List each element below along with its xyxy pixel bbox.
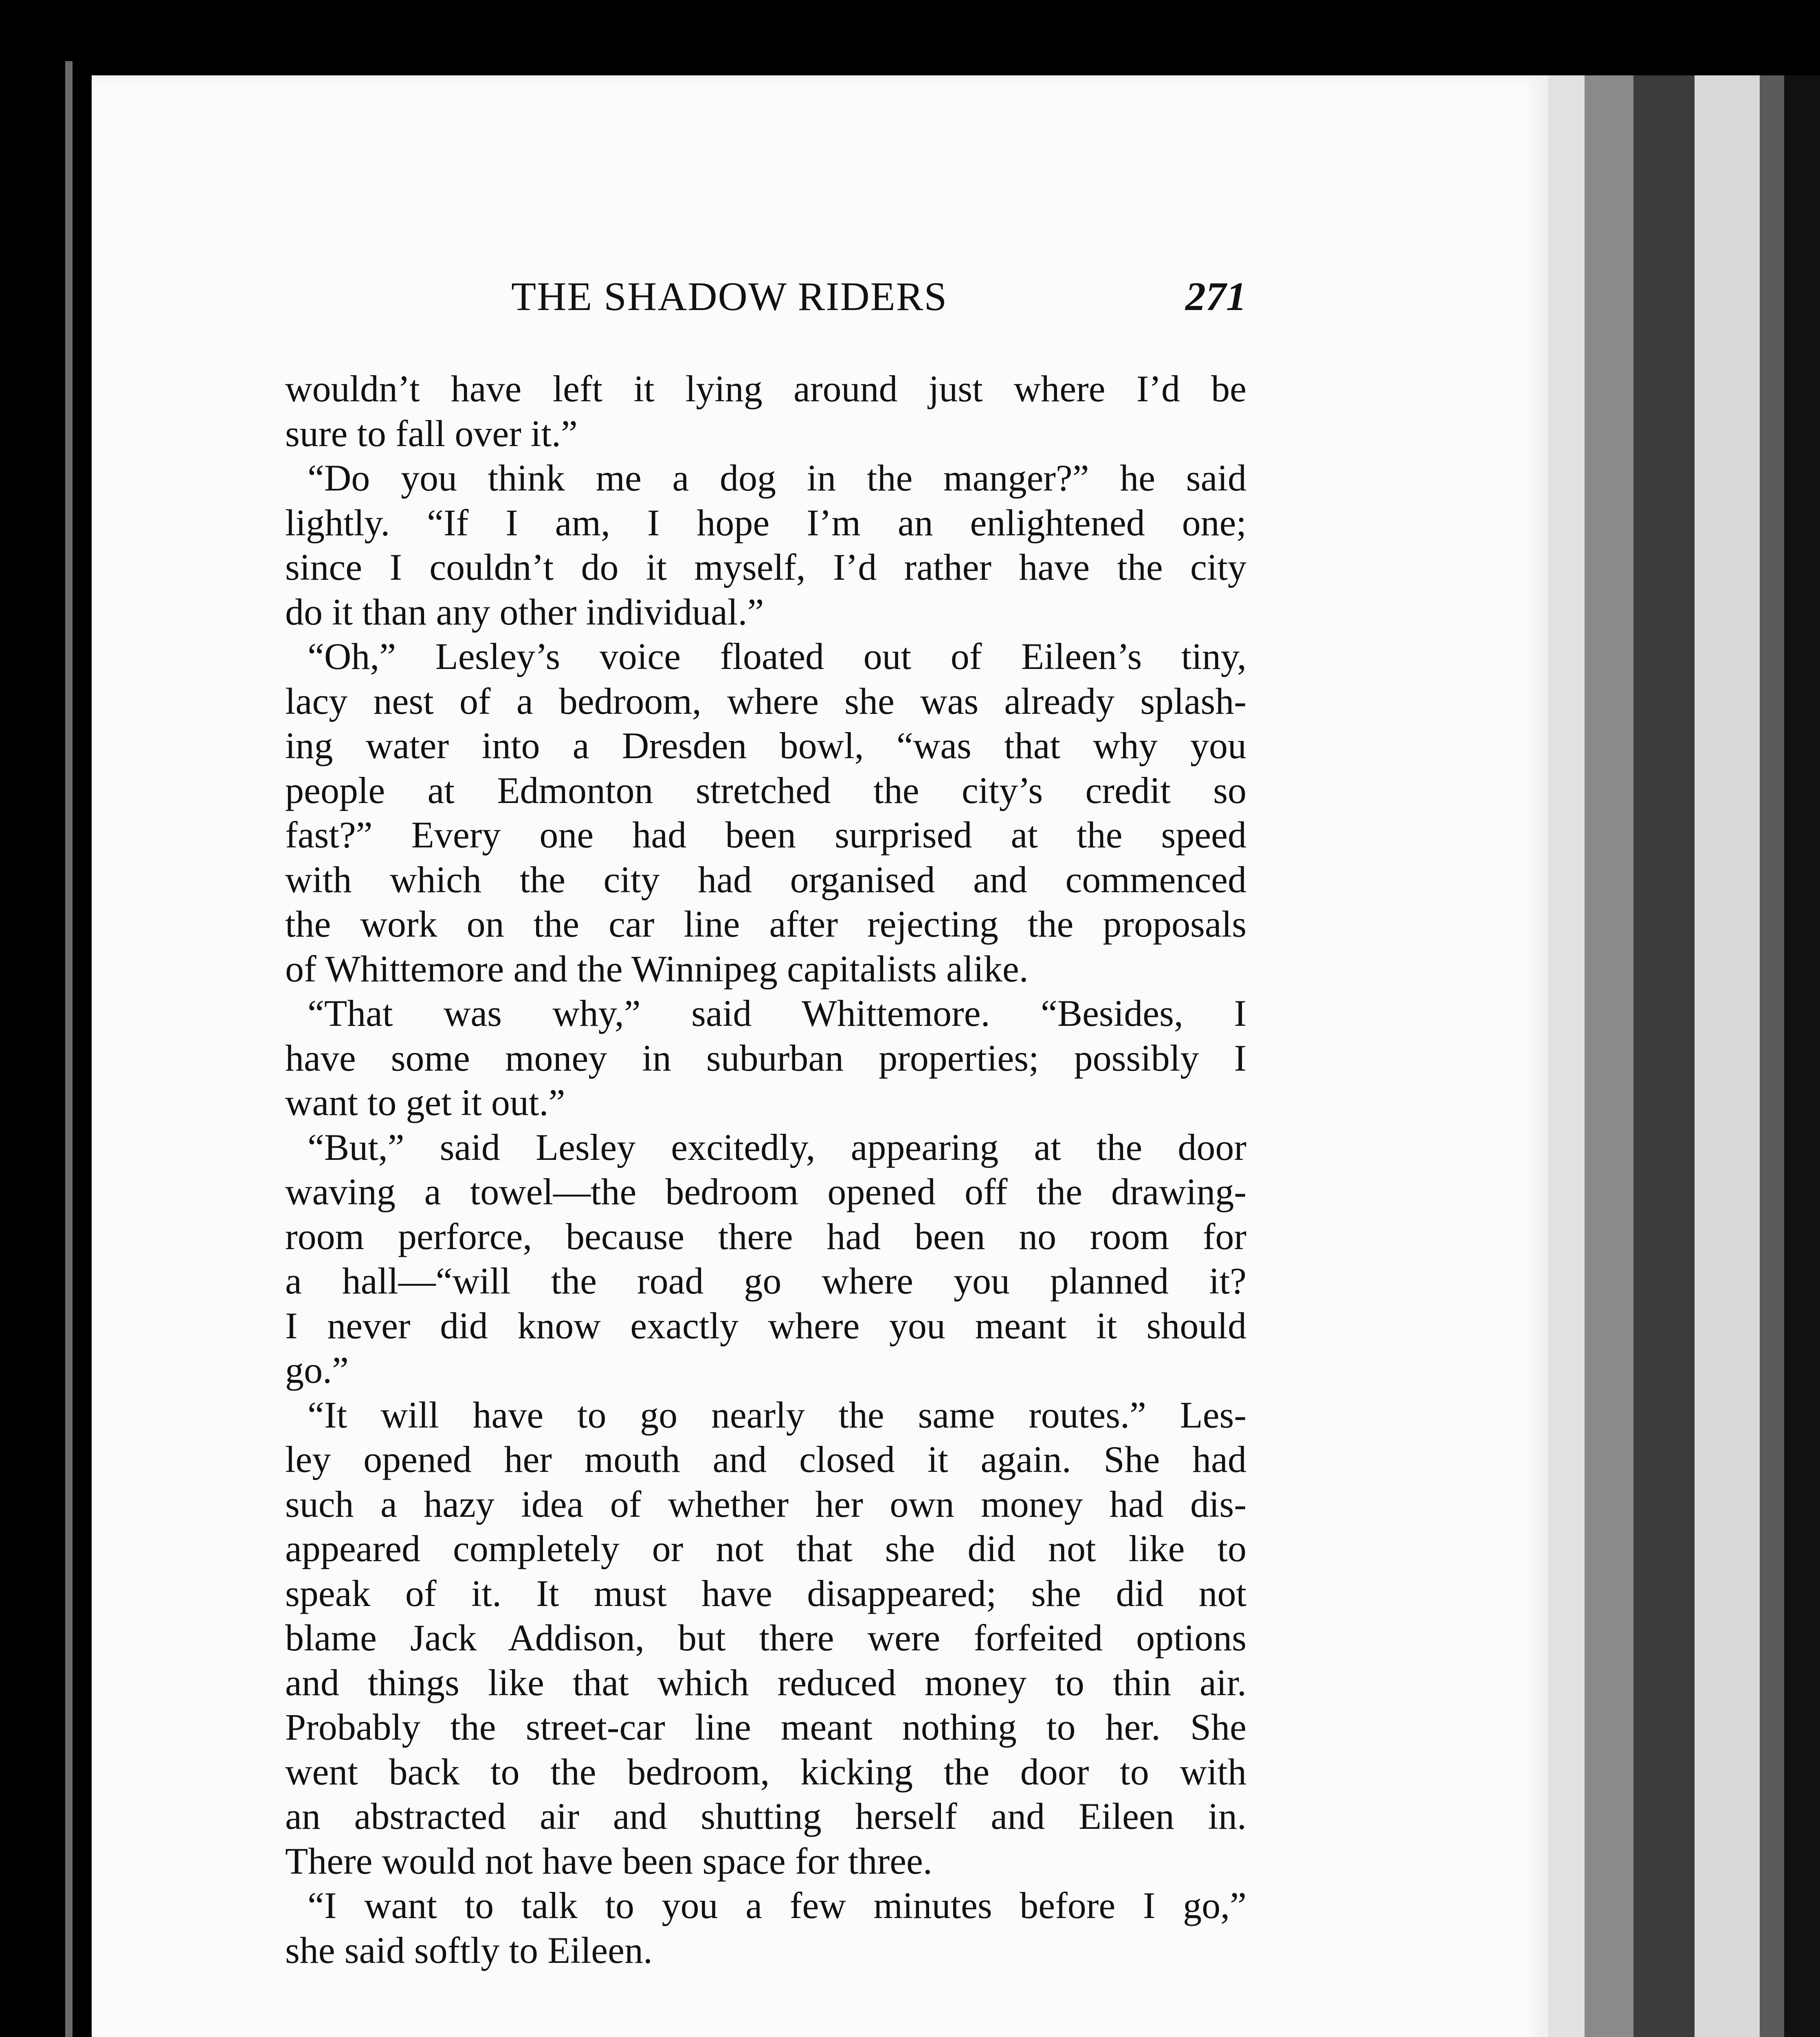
- book-spine: [1760, 75, 1784, 2037]
- text-line: do it than any other individual.”: [285, 591, 764, 633]
- text-line: went back to the bedroom, kicking the door to with: [285, 1751, 1246, 1793]
- book-spine: [1633, 75, 1695, 2037]
- text-line: of Whittemore and the Winnipeg capitalists alike.: [285, 948, 1029, 990]
- book-spine: [1695, 75, 1760, 2037]
- text-line: “But,” said Lesley excitedly, appearing at the door: [308, 1126, 1246, 1168]
- text-line: go.”: [285, 1349, 349, 1391]
- text-line: “Do you think me a dog in the manger?” he said: [308, 457, 1246, 499]
- text-line: fast?” Every one had been surprised at the speed: [285, 814, 1246, 856]
- text-line: room perforce, because there had been no room for: [285, 1215, 1246, 1257]
- book-edge: [1585, 75, 1633, 2037]
- text-line: since I couldn’t do it myself, I’d rather have the city: [285, 546, 1246, 588]
- text-line: “That was why,” said Whittemore. “Besides, I: [308, 992, 1246, 1034]
- text-line: ley opened her mouth and closed it again. She had: [285, 1439, 1246, 1480]
- text-line: a hall—“will the road go where you planned it?: [285, 1260, 1246, 1302]
- book-edge: [1548, 75, 1585, 2037]
- text-line: blame Jack Addison, but there were forfeited options: [285, 1617, 1246, 1659]
- text-line: appeared completely or not that she did not like to: [285, 1528, 1246, 1569]
- text-line: There would not have been space for three.: [285, 1840, 932, 1882]
- text-line: wouldn’t have left it lying around just where I’d be: [285, 368, 1246, 409]
- running-header: [285, 273, 1246, 326]
- previous-page-edge: [65, 61, 73, 2037]
- book-spine: [1784, 75, 1820, 2037]
- text-line: “I want to talk to you a few minutes before I go,”: [308, 1885, 1246, 1926]
- text-line: with which the city had organised and commenced: [285, 858, 1246, 900]
- text-line: such a hazy idea of whether her own money had dis-: [285, 1483, 1246, 1525]
- text-line: speak of it. It must have disappeared; she did not: [285, 1572, 1246, 1614]
- running-title: THE SHADOW RIDERS: [511, 274, 948, 319]
- text-line: people at Edmonton stretched the city’s credit so: [285, 769, 1246, 811]
- page-number: 271: [1185, 274, 1246, 319]
- text-line: Probably the street-car line meant nothing to her. She: [285, 1706, 1246, 1748]
- text-line: I never did know exactly where you meant it should: [285, 1304, 1246, 1346]
- text-line: and things like that which reduced money to thin air.: [285, 1661, 1246, 1703]
- text-line: “Oh,” Lesley’s voice floated out of Eileen’s tiny,: [308, 636, 1246, 677]
- body-text: [285, 367, 1246, 1973]
- text-line: the work on the car line after rejecting the proposals: [285, 903, 1246, 945]
- text-line: an abstracted air and shutting herself and Eileen in.: [285, 1795, 1246, 1837]
- text-line: “It will have to go nearly the same routes.” Les-: [308, 1394, 1246, 1436]
- text-line: ing water into a Dresden bowl, “was that why you: [285, 725, 1246, 766]
- text-line: waving a towel—the bedroom opened off the drawing-: [285, 1171, 1246, 1212]
- text-line: have some money in suburban properties; possibly I: [285, 1037, 1246, 1079]
- text-line: lightly. “If I am, I hope I’m an enlightened one;: [285, 502, 1246, 543]
- text-line: she said softly to Eileen.: [285, 1929, 653, 1971]
- text-line: lacy nest of a bedroom, where she was already splash-: [285, 680, 1246, 722]
- text-line: want to get it out.”: [285, 1082, 565, 1123]
- text-line: sure to fall over it.”: [285, 412, 578, 454]
